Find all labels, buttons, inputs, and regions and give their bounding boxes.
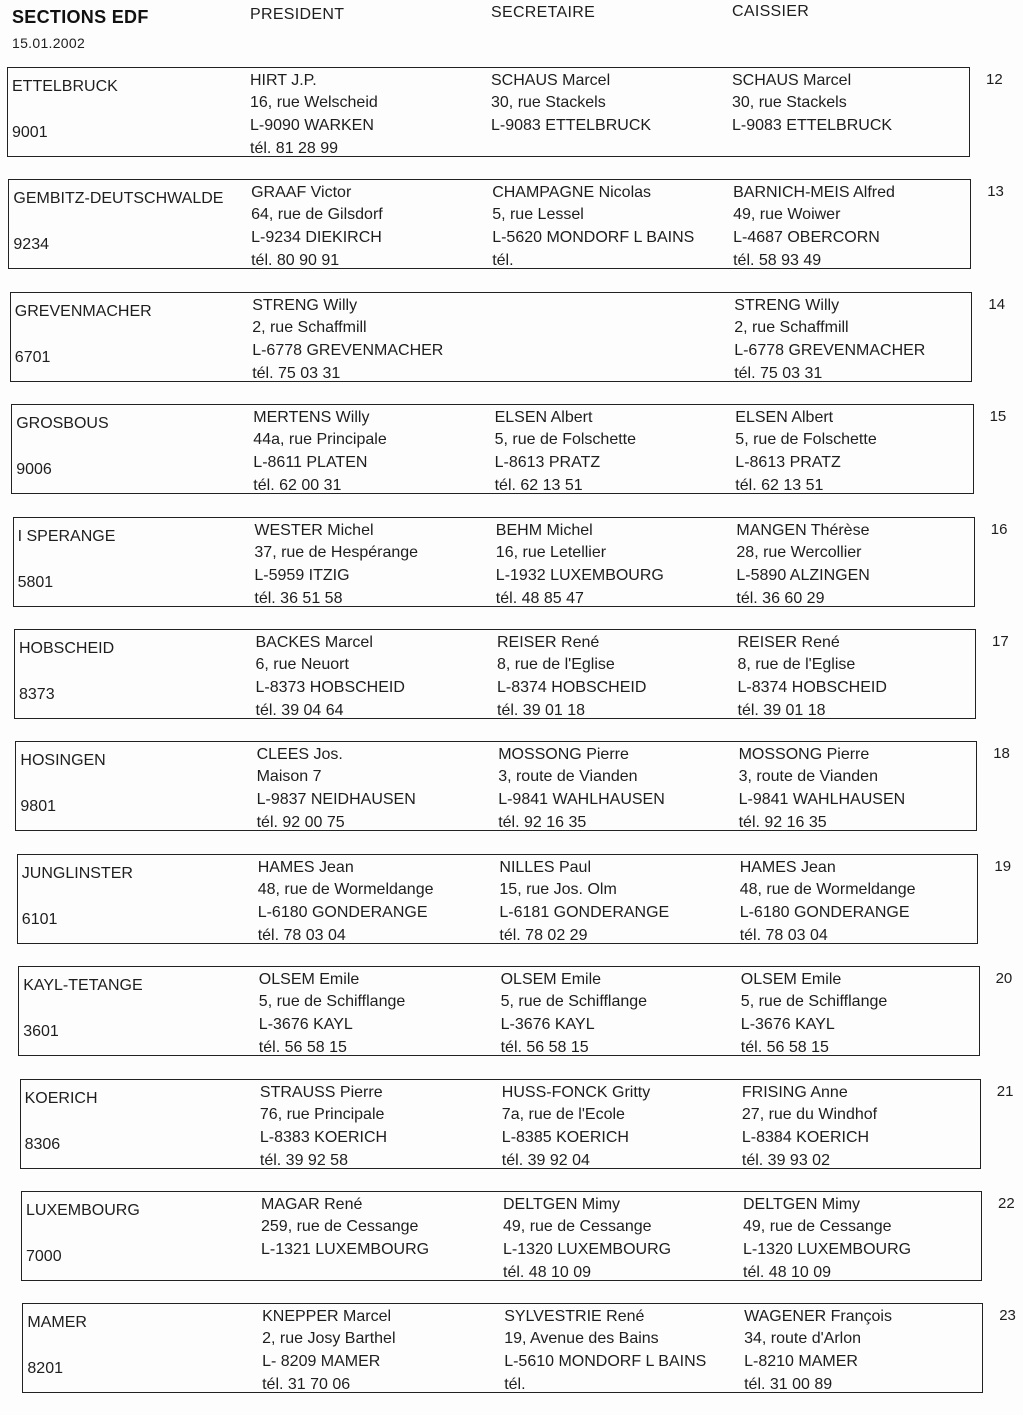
president-name: STRAUSS Pierre [259,1083,383,1101]
secretaire-street: 3, route de Vianden [498,768,638,786]
caissier-postal-city: L-8210 MAMER [744,1353,858,1371]
secretaire-street: 15, rue Jos. Olm [499,880,617,898]
section-name: KAYL-TETANGE [23,977,143,995]
caissier-postal-city: L-3676 KAYL [740,1016,835,1034]
secretaire-postal-city: L-6181 GONDERANGE [499,903,670,921]
secretaire-postal-city: L-1320 LUXEMBOURG [503,1241,672,1258]
president-street: 2, rue Josy Barthel [262,1330,396,1348]
section-number: 21 [996,1082,1014,1100]
column-header-president: PRESIDENT [250,6,345,23]
section-code: 8201 [27,1360,63,1378]
caissier-name: SCHAUS Marcel [732,72,852,89]
secretaire-street: 5, rue de Folschette [494,431,637,449]
secretaire-phone: tél. 56 58 15 [500,1039,589,1057]
section-entry [0,741,1023,837]
section-number: 18 [993,745,1010,763]
caissier-postal-city: L-1320 LUXEMBOURG [743,1241,912,1258]
secretaire-street: 19, Avenue des Bains [504,1330,659,1348]
caissier-name: MOSSONG Pierre [738,746,870,764]
secretaire-street: 5, rue Lessel [492,206,584,224]
section-name: GROSBOUS [16,415,109,433]
secretaire-postal-city: L-9083 ETTELBRUCK [491,117,652,134]
secretaire-postal-city: L-8613 PRATZ [494,454,601,472]
president-street: 44a, rue Principale [253,431,387,449]
column-header-caissier: CAISSIER [732,3,810,20]
president-street: 76, rue Principale [259,1105,385,1123]
president-postal-city: L-6180 GONDERANGE [257,903,428,921]
section-code: 8306 [24,1135,61,1153]
secretaire-name: DELTGEN Mimy [503,1196,621,1213]
section-entry [0,1191,1023,1287]
secretaire-postal-city: L-5620 MONDORF L BAINS [492,229,695,247]
section-entry [0,966,1023,1062]
caissier-name: BARNICH-MEIS Alfred [733,184,895,202]
caissier-phone: tél. 92 16 35 [738,814,827,832]
president-name: HAMES Jean [257,858,354,876]
caissier-postal-city: L-9841 WAHLHAUSEN [738,791,906,809]
president-phone: tél. 39 04 64 [255,702,344,719]
president-street: 2, rue Schaffmill [252,318,367,336]
section-entry [0,404,1023,500]
section-number: 23 [999,1307,1016,1325]
president-street: 6, rue Neuort [255,656,349,673]
caissier-name: ELSEN Albert [735,409,834,427]
caissier-street: 5, rue de Folschette [735,431,877,449]
page-title: SECTIONS EDF [12,7,149,27]
caissier-postal-city: L-8613 PRATZ [735,454,841,472]
caissier-name: MANGEN Thérèse [736,521,870,539]
section-code: 6701 [14,348,51,366]
president-postal-city: L-8383 KOERICH [259,1128,388,1146]
section-code: 6101 [21,910,58,928]
president-street: Maison 7 [256,768,322,786]
secretaire-postal-city: L-9841 WAHLHAUSEN [498,791,665,809]
secretaire-phone: tél. [504,1376,526,1394]
caissier-street: 30, rue Stackels [732,94,847,111]
president-name: CLEES Jos. [256,746,343,764]
caissier-postal-city: L-8374 HOBSCHEID [737,679,887,696]
president-name: BACKES Marcel [255,634,373,651]
caissier-name: HAMES Jean [739,858,836,876]
secretaire-phone: tél. 62 13 51 [494,477,583,495]
section-entry [0,1303,1023,1399]
caissier-name: OLSEM Emile [740,971,842,989]
secretaire-street: 7a, rue de l'Ecole [501,1105,625,1123]
secretaire-name: OLSEM Emile [500,971,602,989]
president-postal-city: L-9837 NEIDHAUSEN [256,791,416,809]
section-name: JUNGLINSTER [21,864,133,882]
president-street: 37, rue de Hespérange [254,543,419,561]
president-postal-city: L-9234 DIEKIRCH [251,229,382,247]
section-name: I SPERANGE [17,527,116,545]
president-street: 16, rue Welscheid [250,94,378,111]
section-code: 9001 [12,124,48,141]
section-name: ETTELBRUCK [12,78,118,95]
section-name: GEMBITZ-DEUTSCHWALDE [13,190,224,208]
section-entry [0,1079,1023,1175]
caissier-street: 27, rue du Windhof [741,1105,878,1123]
caissier-phone: tél. 31 00 89 [744,1376,833,1394]
caissier-postal-city: L-5890 ALZINGEN [736,566,870,584]
caissier-street: 5, rue de Schifflange [740,993,888,1011]
secretaire-name: REISER René [497,634,600,651]
president-name: MAGAR René [261,1196,363,1213]
section-number: 13 [987,183,1004,201]
caissier-street: 3, route de Vianden [738,768,878,786]
section-number: 16 [990,520,1008,538]
caissier-phone: tél. 56 58 15 [740,1039,829,1057]
document-date: 15.01.2002 [12,35,86,51]
section-entry [0,517,1023,613]
caissier-street: 2, rue Schaffmill [734,318,849,336]
section-entry [0,179,1023,275]
president-name: HIRT J.P. [250,72,317,89]
president-postal-city: L-5959 ITZIG [254,566,350,584]
section-number: 19 [994,857,1012,875]
section-number: 12 [986,71,1003,88]
secretaire-street: 5, rue de Schifflange [500,993,648,1011]
caissier-street: 34, route d'Arlon [744,1330,861,1348]
caissier-name: STRENG Willy [734,296,840,314]
president-name: GRAAF Victor [251,184,352,202]
president-phone: tél. 92 00 75 [256,814,345,832]
section-code: 8373 [19,686,55,703]
section-number: 20 [995,970,1013,988]
section-code: 9006 [16,461,52,479]
secretaire-name: CHAMPAGNE Nicolas [492,184,652,202]
president-postal-city: L-9090 WARKEN [250,117,374,134]
section-code: 7000 [26,1248,62,1265]
section-number: 14 [988,295,1006,313]
president-name: OLSEM Emile [258,971,360,989]
president-phone: tél. 75 03 31 [252,364,341,382]
secretaire-street: 16, rue Letellier [495,543,607,561]
president-postal-city: L- 8209 MAMER [262,1353,381,1371]
column-header-secretaire: SECRETAIRE [491,4,596,21]
caissier-phone: tél. 39 01 18 [737,702,826,719]
caissier-phone: tél. 48 10 09 [743,1264,832,1281]
president-postal-city: L-1321 LUXEMBOURG [261,1241,430,1258]
caissier-phone: tél. 62 13 51 [735,477,824,495]
president-phone: tél. 62 00 31 [253,477,342,495]
section-number: 22 [998,1195,1015,1212]
caissier-name: REISER René [737,634,840,651]
secretaire-phone: tél. 39 01 18 [497,702,586,719]
section-number: 15 [989,408,1007,426]
president-phone: tél. 39 92 58 [259,1151,348,1169]
section-name: HOSINGEN [20,752,106,770]
caissier-street: 49, rue Woiwer [733,206,841,224]
secretaire-phone: tél. 92 16 35 [498,814,587,832]
section-code: 9234 [13,236,49,254]
section-entry [0,629,1023,725]
president-name: WESTER Michel [254,521,374,539]
caissier-name: FRISING Anne [741,1083,848,1101]
section-name: LUXEMBOURG [26,1202,140,1219]
president-phone: tél. 56 58 15 [258,1039,347,1057]
caissier-postal-city: L-9083 ETTELBRUCK [732,117,893,134]
president-street: 48, rue de Wormeldange [257,880,434,898]
caissier-street: 28, rue Wercollier [736,543,862,561]
president-postal-city: L-3676 KAYL [258,1016,353,1034]
secretaire-postal-city: L-8374 HOBSCHEID [497,679,647,696]
president-street: 64, rue de Gilsdorf [251,206,383,224]
caissier-street: 49, rue de Cessange [743,1218,892,1235]
caissier-phone: tél. 39 93 02 [741,1151,830,1169]
president-phone: tél. 36 51 58 [254,589,343,607]
caissier-phone: tél. 58 93 49 [733,252,822,270]
president-phone: tél. 78 03 04 [257,926,346,944]
caissier-phone: tél. 36 60 29 [736,589,825,607]
caissier-postal-city: L-6778 GREVENMACHER [734,341,926,359]
section-code: 5801 [17,573,54,591]
secretaire-name: MOSSONG Pierre [498,746,629,764]
caissier-postal-city: L-4687 OBERCORN [733,229,880,247]
secretaire-name: HUSS-FONCK Gritty [501,1083,651,1101]
section-entry [0,854,1023,950]
president-street: 259, rue de Cessange [261,1218,419,1235]
secretaire-postal-city: L-3676 KAYL [500,1016,595,1034]
section-entry [0,67,1023,163]
secretaire-phone: tél. 48 85 47 [495,589,584,607]
president-name: STRENG Willy [252,296,358,314]
section-name: MAMER [27,1314,87,1332]
section-code: 9801 [20,798,56,816]
section-entry [0,292,1023,388]
caissier-street: 48, rue de Wormeldange [739,880,916,898]
president-postal-city: L-8611 PLATEN [253,454,368,472]
secretaire-name: NILLES Paul [499,858,591,876]
caissier-street: 8, rue de l'Eglise [737,656,856,673]
caissier-postal-city: L-8384 KOERICH [741,1128,870,1146]
secretaire-phone: tél. 48 10 09 [503,1264,592,1281]
caissier-postal-city: L-6180 GONDERANGE [739,903,910,921]
section-code: 3601 [23,1023,59,1041]
section-number: 17 [992,633,1009,650]
section-name: GREVENMACHER [14,302,152,320]
president-name: MERTENS Willy [253,409,370,427]
section-name: HOBSCHEID [19,640,115,657]
secretaire-name: SYLVESTRIE René [504,1308,645,1326]
secretaire-postal-city: L-5610 MONDORF L BAINS [504,1353,707,1371]
president-postal-city: L-6778 GREVENMACHER [252,341,444,359]
caissier-name: DELTGEN Mimy [743,1196,861,1213]
secretaire-street: 8, rue de l'Eglise [497,656,615,673]
secretaire-phone: tél. 39 92 04 [501,1151,590,1169]
caissier-phone: tél. 78 03 04 [739,926,828,944]
secretaire-street: 30, rue Stackels [491,94,606,111]
president-postal-city: L-8373 HOBSCHEID [255,679,405,696]
secretaire-postal-city: L-1932 LUXEMBOURG [495,566,664,584]
president-name: KNEPPER Marcel [262,1308,392,1326]
secretaire-phone: tél. 78 02 29 [499,926,588,944]
secretaire-name: BEHM Michel [495,521,593,539]
secretaire-name: ELSEN Albert [494,409,593,427]
secretaire-street: 49, rue de Cessange [503,1218,652,1235]
section-name: KOERICH [24,1089,98,1107]
president-street: 5, rue de Schifflange [258,993,406,1011]
secretaire-postal-city: L-8385 KOERICH [501,1128,629,1146]
president-phone: tél. 31 70 06 [262,1376,351,1394]
caissier-name: WAGENER François [744,1308,892,1326]
president-phone: tél. 80 90 91 [251,252,340,270]
secretaire-name: SCHAUS Marcel [491,72,611,89]
secretaire-phone: tél. [492,252,514,270]
president-phone: tél. 81 28 99 [250,140,339,157]
caissier-phone: tél. 75 03 31 [734,364,823,382]
